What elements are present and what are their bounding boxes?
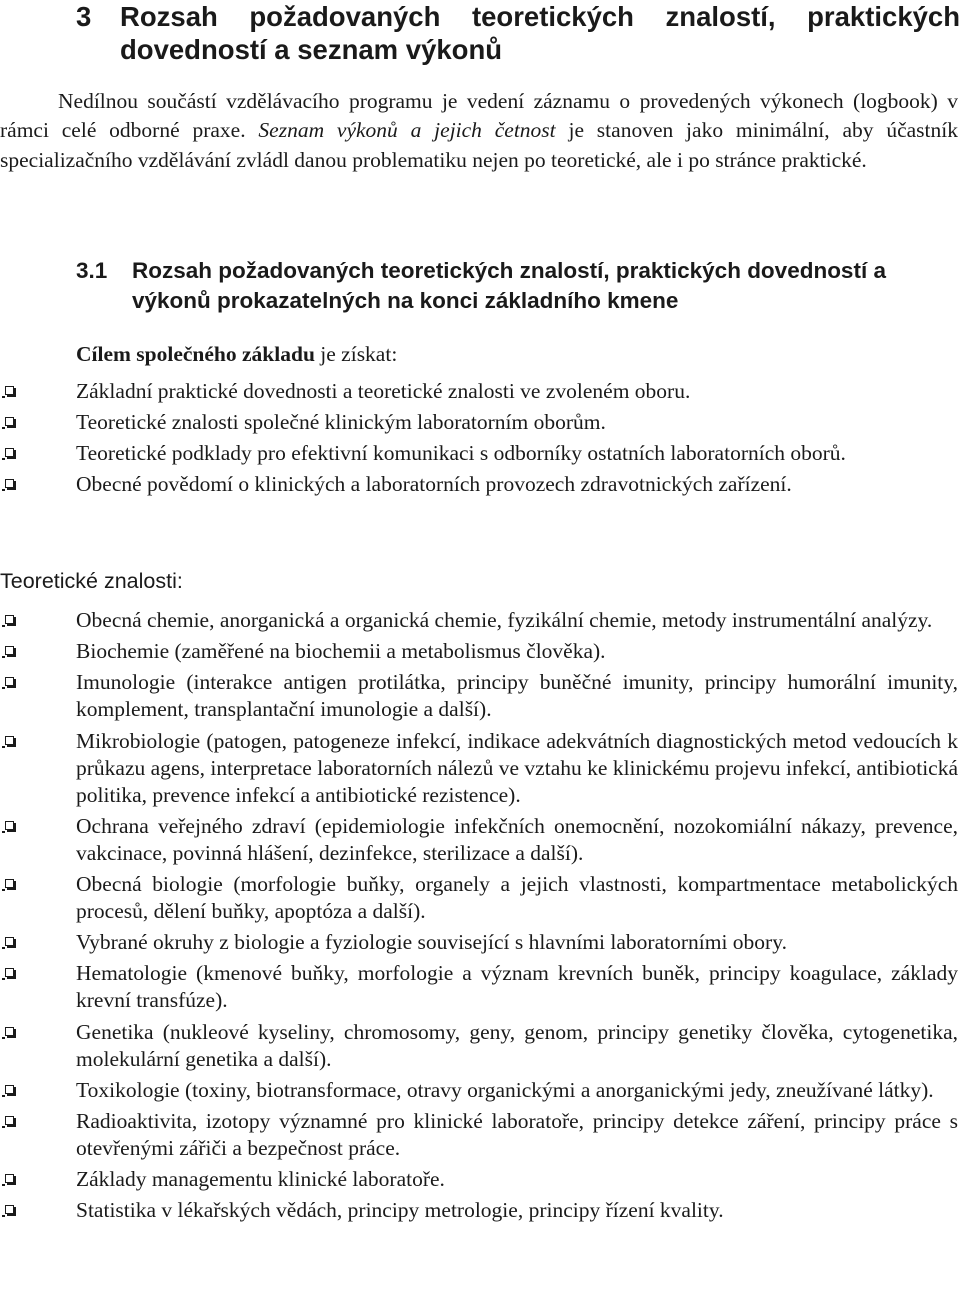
list-item-text: Imunologie (interakce antigen protilátka, principy buněčné imunity, principy humorální imunity, komplement, transplantační imunologie a další).	[76, 670, 958, 722]
list-item-text: Ochrana veřejného zdraví (epidemiologie infekčních onemocnění, nozokomiální nákazy, prevence, vakcinace, povinná hlášení, dezinfekce, sterilizace a další).	[76, 813, 958, 865]
list-item	[0, 669, 958, 723]
square-bullet-icon	[2, 968, 16, 981]
list-item-text: Obecná chemie, anorganická a organická chemie, fyzikální chemie, metody instrumentální analýzy.	[76, 608, 933, 632]
theory-list	[0, 607, 958, 1228]
square-bullet-icon	[2, 821, 16, 834]
list-item-text: Základy managementu klinické laboratoře.	[76, 1167, 445, 1192]
list-item	[0, 960, 958, 1014]
list-item	[0, 929, 958, 956]
intro-text-2: je stanoven jako minimální, aby účastník specializačního vzdělávání zvládl danou problematiku nejen po teoretické, ale i po stránce praktické.	[0, 118, 958, 172]
list-item-text: Statistika v lékařských vědách, principy metrologie, principy řízení kvality.	[76, 1198, 724, 1223]
list-item-text: Teoretické podklady pro efektivní komunikaci s odborníky ostatních laboratorních oborů.	[76, 441, 846, 465]
square-bullet-icon	[2, 677, 16, 690]
list-item	[0, 871, 958, 925]
square-bullet-icon	[2, 1205, 16, 1218]
goals-lead-bold: Cílem společného základu	[76, 342, 315, 366]
list-item-text: Vybrané okruhy z biologie a fyziologie související s hlavními laboratorními obory.	[76, 930, 787, 955]
goals-list	[0, 378, 958, 502]
list-item	[0, 638, 958, 665]
list-item	[0, 1166, 958, 1193]
list-item-text: Radioaktivita, izotopy významné pro klinické laboratoře, principy detekce záření, principy práce s otevřenými zářiči a bezpečnost práce.	[76, 1108, 958, 1160]
list-item	[0, 409, 958, 436]
theory-heading: Teoretické znalosti:	[0, 569, 183, 593]
list-item	[0, 607, 958, 634]
list-item-text: Obecná biologie (morfologie buňky, organely a jejich vlastnosti, kompartmentace metabolických procesů, dělení buňky, apoptóza a další).	[76, 871, 958, 923]
list-item-text: Hematologie (kmenové buňky, morfologie a význam krevních buněk, principy koagulace, základy krevní transfúze).	[76, 961, 958, 1013]
list-item	[0, 1019, 958, 1073]
section-3-1-title: Rozsah požadovaných teoretických znalostí, praktických dovedností a výkonů prokazatelných na konci základního kmene	[132, 258, 886, 313]
list-item	[0, 1108, 958, 1162]
intro-italic: Seznam výkonů a jejich četnost	[258, 118, 556, 143]
list-item	[0, 813, 958, 867]
list-item-text: Základní praktické dovednosti a teoretické znalosti ve zvoleném oboru.	[76, 379, 691, 403]
square-bullet-icon	[2, 417, 16, 430]
square-bullet-icon	[2, 479, 16, 492]
section-3-number: 3	[76, 1, 92, 32]
square-bullet-icon	[2, 1085, 16, 1098]
section-3-title: Rozsah požadovaných teoretických znalostí, praktických dovedností a seznam výkonů	[120, 1, 960, 65]
list-item-text: Biochemie (zaměřené na biochemii a metabolismus člověka).	[76, 639, 606, 664]
square-bullet-icon	[2, 448, 16, 461]
square-bullet-icon	[2, 937, 16, 950]
square-bullet-icon	[2, 646, 16, 659]
list-item-text: Genetika (nukleové kyseliny, chromosomy, geny, genom, principy genetiky člověka, cytogenetika, molekulární genetika a další).	[76, 1019, 958, 1071]
list-item-text: Obecné povědomí o klinických a laboratorních provozech zdravotnických zařízení.	[76, 472, 792, 496]
list-item	[0, 378, 958, 405]
list-item	[0, 440, 958, 467]
square-bullet-icon	[2, 615, 16, 628]
list-item-text: Mikrobiologie (patogen, patogeneze infekcí, indikace adekvátních diagnostických metod vedoucích k průkazu agens, interpretace laboratorních nálezů ve vztahu ke klinickému projevu infekcí, antibiotická politika, prevence infekcí a antibiotické rezistence).	[76, 728, 958, 807]
square-bullet-icon	[2, 879, 16, 892]
square-bullet-icon	[2, 736, 16, 749]
list-item-text: Teoretické znalosti společné klinickým laboratorním oborům.	[76, 410, 606, 434]
goals-lead	[76, 340, 397, 369]
square-bullet-icon	[2, 1027, 16, 1040]
square-bullet-icon	[2, 1174, 16, 1187]
square-bullet-icon	[2, 1116, 16, 1129]
list-item	[0, 728, 958, 809]
list-item	[0, 1077, 958, 1104]
square-bullet-icon	[2, 386, 16, 399]
section-3-1-number: 3.1	[76, 258, 108, 283]
list-item-text: Toxikologie (toxiny, biotransformace, otravy organickými a anorganickými jedy, zneužívané látky).	[76, 1077, 934, 1102]
goals-lead-rest: je získat:	[314, 342, 398, 366]
intro-text-1: Nedílnou součástí vzdělávacího programu je vedení záznamu o provedených výkonech (logbook) v rámci celé odborné praxe.	[0, 89, 958, 143]
list-item	[0, 1197, 958, 1224]
list-item	[0, 471, 958, 498]
intro-paragraph	[0, 87, 958, 175]
